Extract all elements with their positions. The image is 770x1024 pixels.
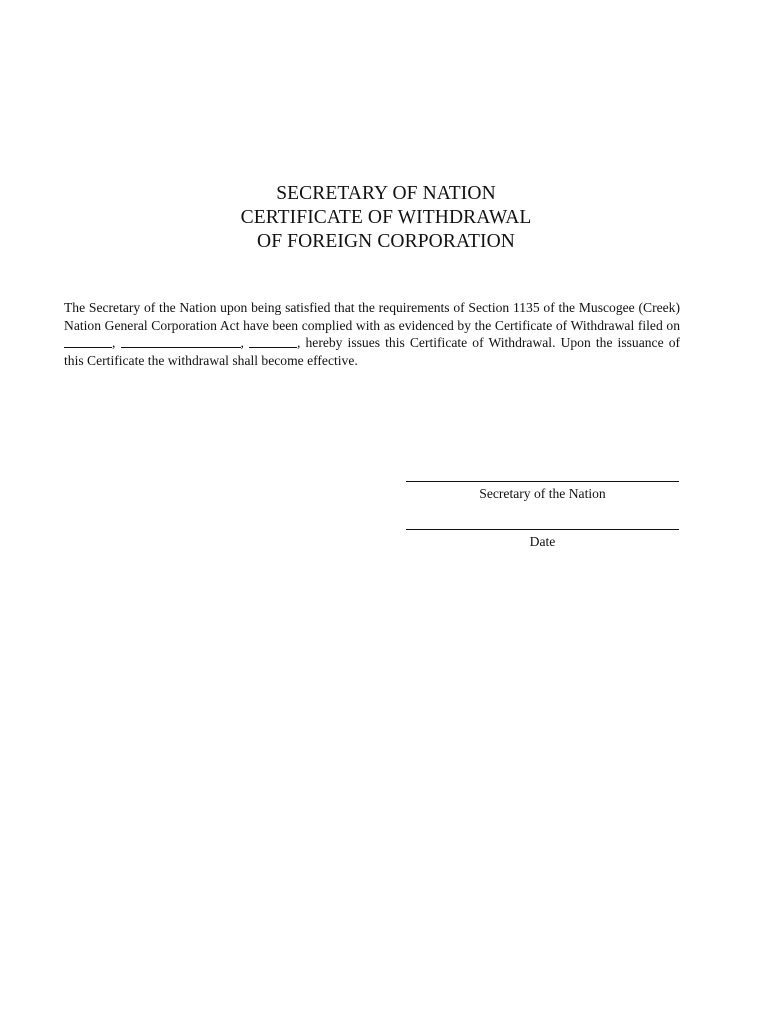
filed-year-blank[interactable] [249, 337, 297, 348]
secretary-signature-block [406, 481, 679, 502]
date-signature-block [406, 529, 679, 550]
title-line-2: CERTIFICATE OF WITHDRAWAL [240, 207, 532, 228]
title-line-1: SECRETARY OF NATION [276, 183, 496, 204]
date-signature-label: Date [529, 534, 556, 549]
title-line-3: OF FOREIGN CORPORATION [257, 231, 515, 252]
secretary-signature-label: Secretary of the Nation [479, 486, 606, 501]
certificate-body-paragraph [64, 299, 680, 369]
body-separator-1: , [112, 335, 121, 350]
filed-month-blank[interactable] [121, 337, 241, 348]
body-text-part-1: The Secretary of the Nation upon being satisfied that the requirements of Section 1135 of the Muscogee (Creek) Nation General Corporation Act have been complied with as evidenced by the Certificate of Withdrawal filed on [64, 300, 680, 333]
body-text-part-2: , hereby issues this Certificate of Withdrawal. Upon the issuance of this Certificate the withdrawal shall become effective. [64, 335, 681, 368]
document-title [0, 182, 770, 254]
body-separator-2: , [240, 335, 249, 350]
date-signature-line[interactable] [406, 529, 679, 530]
filed-day-blank[interactable] [64, 337, 112, 348]
secretary-signature-line[interactable] [406, 481, 679, 482]
